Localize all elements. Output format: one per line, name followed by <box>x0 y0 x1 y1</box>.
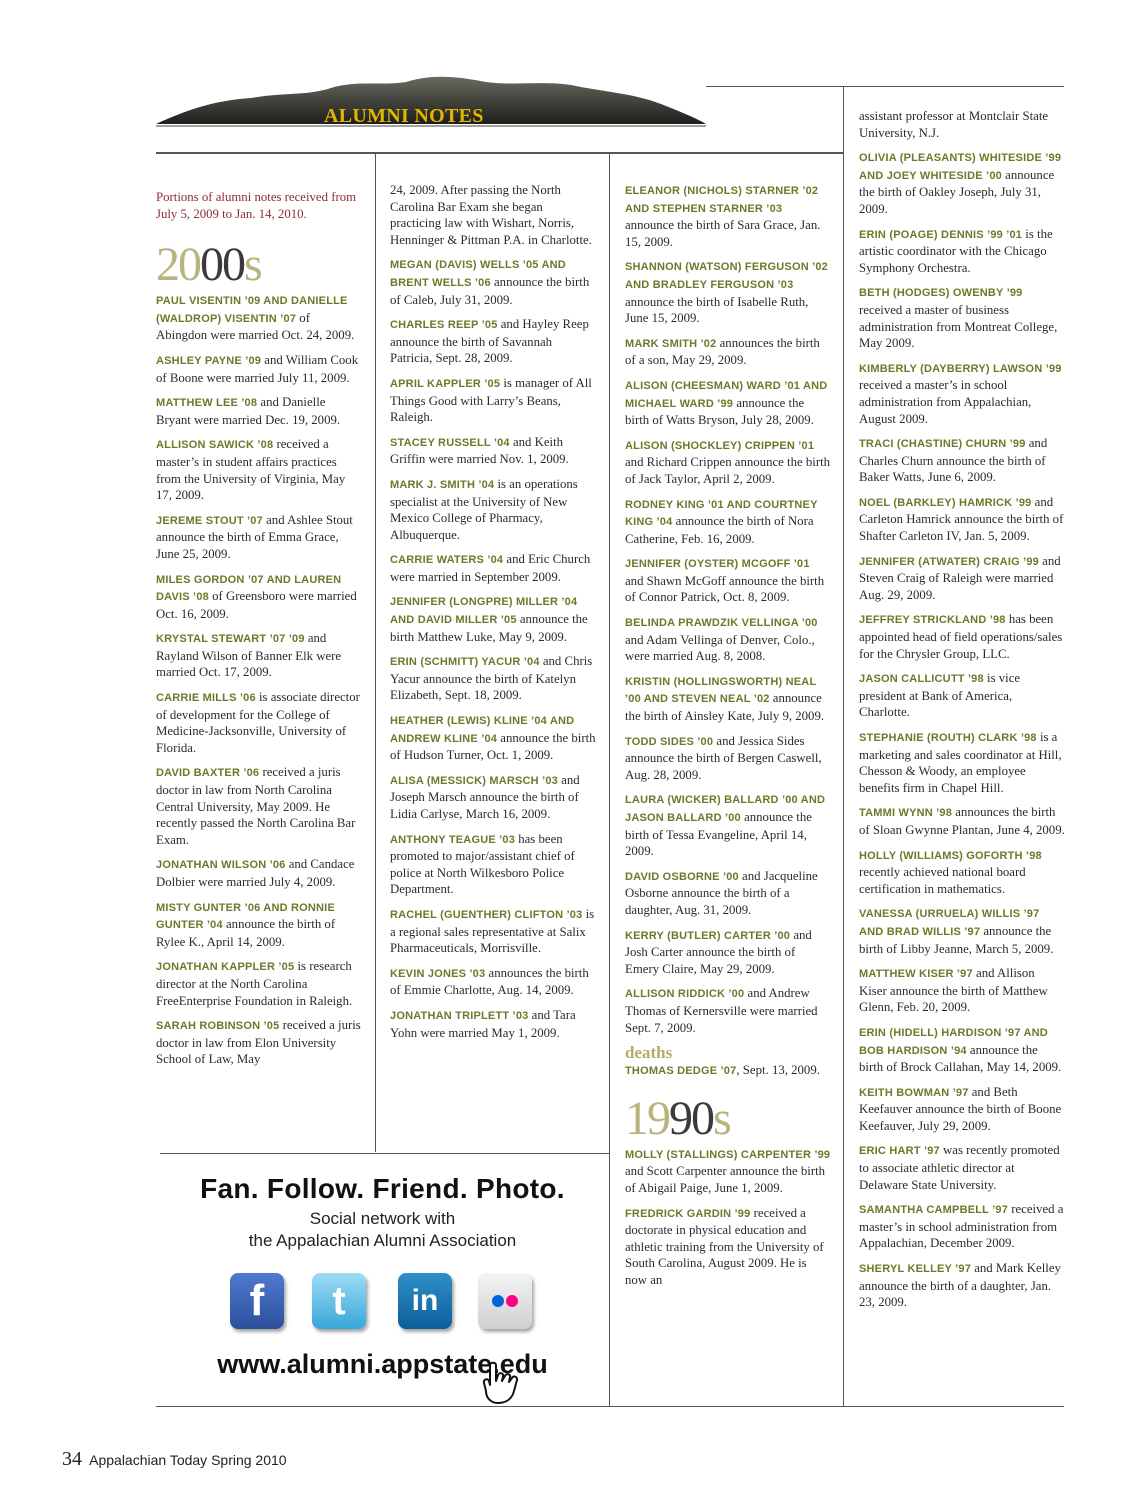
alumni-note <box>390 965 596 999</box>
alumni-note-text: and Ashlee Stout announce the birth of Emma Grace, June 25, 2009. <box>156 512 353 561</box>
alumni-note-text: received a juris doctor in law from Elon University School of Law, May <box>156 1018 361 1067</box>
alumni-note-text: of Greensboro were married Oct. 16, 2009. <box>156 589 357 621</box>
alumni-note-text: and Candace Dolbier were married July 4, 2009. <box>156 857 355 889</box>
alumni-name: FREDRICK GARDIN ’99 <box>625 1207 751 1220</box>
alumni-note-text: is a marketing and sales coordinator at Hill, Chesson & Woody, an employee benefits firm in Chapel Hill. <box>859 730 1062 795</box>
alumni-note-text: is a regional sales representative at Salix Pharmaceuticals, Morrisville. <box>390 906 595 956</box>
alumni-name: CARRIE WATERS ’04 <box>390 554 504 567</box>
promo-subline-1: Social network with <box>309 1209 456 1228</box>
alumni-name: JONATHAN TRIPLETT ’03 <box>390 1009 529 1022</box>
alumni-name: OLIVIA (PLEASANTS) WHITESIDE ’99 AND JOEY WHITESIDE ’00 <box>859 152 1062 182</box>
alumni-note <box>625 1146 831 1197</box>
alumni-note-text: and Hayley Reep announce the birth of Savannah Patricia, Sept. 28, 2009. <box>390 317 589 366</box>
alumni-note <box>625 258 831 326</box>
alumni-name: DAVID BAXTER ’06 <box>156 767 260 780</box>
alumni-name: JENNIFER (LONGPRE) MILLER ’04 AND DAVID MILLER ’05 <box>390 596 578 627</box>
alumni-note-text: announce the birth of Nora Catherine, Feb. 16, 2009. <box>625 514 814 546</box>
alumni-note-text: is research director at the North Carolina FreeEnterprise Foundation in Raleigh. <box>156 959 353 1008</box>
alumni-note-text: and Steven Craig of Raleigh were married Aug. 29, 2009. <box>859 553 1061 602</box>
alumni-name: MILES GORDON ’07 AND LAUREN DAVIS ’08 <box>156 573 342 604</box>
alumni-note <box>625 1205 831 1289</box>
alumni-note-text: announces the birth of Sloan Gwynne Plantan, June 4, 2009. <box>859 805 1065 837</box>
alumni-note <box>625 437 831 488</box>
alumni-name: JONATHAN WILSON ’06 <box>156 859 286 872</box>
alumni-note-text: and William Cook of Boone were married July 11, 2009. <box>156 352 359 385</box>
alumni-name: CARRIE MILLS ’06 <box>156 692 256 705</box>
header-rule <box>156 152 844 154</box>
pointer-hand-icon <box>480 1361 544 1405</box>
alumni-note-text: recently achieved national board certification in mathematics. <box>859 865 1026 896</box>
intro-text: Portions of alumni notes received from July 5, 2009 to Jan. 14, 2010. <box>156 190 357 221</box>
alumni-name: KRYSTAL STEWART ’07 ’09 <box>156 633 305 646</box>
alumni-note-text: and Joseph Marsch announce the birth of Lidia Carlyse, March 16, 2009. <box>390 772 580 821</box>
alumni-note <box>859 1201 1065 1252</box>
alumni-name: ERIC HART ’97 <box>859 1145 940 1158</box>
alumni-name: JONATHAN KAPPLER ’05 <box>156 961 295 974</box>
alumni-note <box>390 316 596 367</box>
alumni-note <box>625 791 831 859</box>
alumni-note <box>859 611 1065 662</box>
alumni-note-text: and Jessica Sides announce the birth of Bergen Caswell, Aug. 28, 2009. <box>625 733 822 782</box>
alumni-note <box>156 1017 362 1068</box>
alumni-note-text: and Danielle Bryant were married Dec. 19, 2009. <box>156 395 341 427</box>
alumni-note <box>625 1062 831 1080</box>
promo-headline: Fan. Follow. Friend. Photo. <box>200 1173 565 1204</box>
page-title: ALUMNI NOTES <box>324 105 484 127</box>
alumni-note <box>390 551 596 585</box>
alumni-note-text: received a master of business administration from Montreat College, May 2009. <box>859 302 1058 351</box>
alumni-note-text: announce the birth of Oakley Joseph, July 31, 2009. <box>859 167 1055 216</box>
alumni-note-text: announce the birth of Caleb, July 31, 2009. <box>390 274 590 307</box>
promo-subline-2: the Appalachian Alumni Association <box>248 1231 517 1250</box>
alumni-note-text: received a juris doctor in law from North Carolina Central University, May 2009. He recently passed the North Carolina Bar Exam. <box>156 765 356 847</box>
alumni-note <box>390 375 596 426</box>
alumni-note <box>625 555 831 606</box>
alumni-note-text: received a master’s in school administration from Appalachian, December 2009. <box>859 1202 1064 1251</box>
note-continued: assistant professor at Montclair State University, N.J. <box>859 109 1049 140</box>
alumni-note <box>390 906 596 957</box>
alumni-name: ALISON (CHEESMAN) WARD ’01 AND MICHAEL WARD ’99 <box>625 379 828 410</box>
alumni-name: ELEANOR (NICHOLS) STARNER ’02 AND STEPHEN STARNER ’03 <box>625 185 819 215</box>
alumni-note-text: and Beth Keefauver announce the birth of Boone Keefauver, July 29, 2009. <box>859 1084 1062 1133</box>
alumni-name: TRACI (CHASTINE) CHURN ’99 <box>859 438 1026 451</box>
alumni-note-text: announce the birth of Brock Callahan, May 14, 2009. <box>859 1042 1062 1075</box>
alumni-note <box>156 571 362 623</box>
alumni-note <box>390 434 596 468</box>
alumni-name: JEREME STOUT ’07 <box>156 514 263 527</box>
page-footer <box>62 1448 287 1471</box>
alumni-note <box>625 614 831 665</box>
alumni-note <box>156 394 362 428</box>
social-promo <box>160 1165 605 1405</box>
alumni-name: MEGAN (DAVIS) WELLS ’05 AND BRENT WELLS ’06 <box>390 259 566 289</box>
deaths-heading: deaths <box>625 1043 673 1063</box>
alumni-note-text: and Charles Churn announce the birth of Baker Watts, June 6, 2009. <box>859 436 1048 485</box>
alumni-note <box>859 804 1065 838</box>
column-4 <box>859 108 1065 1319</box>
alumni-note-text: has been promoted to major/assistant chief of police at North Wilkesboro Police Department. <box>390 831 575 897</box>
alumni-name: MISTY GUNTER ’06 AND RONNIE GUNTER ’04 <box>156 901 335 932</box>
alumni-name: JENNIFER (ATWATER) CRAIG ’99 <box>859 555 1039 568</box>
alumni-note-text: and Jacqueline Osborne announce the birth of a daughter, Aug. 31, 2009. <box>625 868 818 917</box>
alumni-name: TODD SIDES ’00 <box>625 735 714 748</box>
promo-top-rule <box>160 1153 609 1154</box>
alumni-note <box>156 512 362 563</box>
decade-heading-1990s: 1990s <box>625 1091 730 1145</box>
page-number: 34 <box>62 1448 82 1470</box>
alumni-note <box>156 352 362 386</box>
alumni-name: APRIL KAPPLER ’05 <box>390 377 501 390</box>
alumni-note <box>625 182 831 250</box>
alumni-note <box>859 729 1065 796</box>
alumni-name: PAUL VISENTIN ’09 AND DANIELLE (WALDROP) VISENTIN ’07 <box>156 295 348 325</box>
alumni-note-text: received a master’s in student affairs practices from the University of Virginia, May 17, 2009. <box>156 437 346 503</box>
header-banner <box>156 70 706 132</box>
alumni-note <box>859 905 1065 957</box>
alumni-name: SARAH ROBINSON ’05 <box>156 1020 280 1033</box>
alumni-name: STEPHANIE (ROUTH) CLARK ’98 <box>859 732 1037 744</box>
alumni-name: JASON CALLICUTT ’98 <box>859 673 984 686</box>
alumni-note-text: announces the birth of a son, May 29, 2009. <box>625 335 820 368</box>
alumni-note <box>390 772 596 823</box>
top-rule-right <box>706 86 1064 87</box>
alumni-note <box>390 712 596 764</box>
alumni-note <box>859 1260 1065 1311</box>
alumni-note <box>390 476 596 543</box>
alumni-note-text: announce the birth of Tessa Evangeline, April 14, 2009. <box>625 810 812 859</box>
alumni-note <box>859 553 1065 604</box>
alumni-note-text: and Josh Carter announce the birth of Emery Claire, May 29, 2009. <box>625 927 812 976</box>
alumni-note <box>625 335 831 369</box>
promo-url-link[interactable]: www.alumni.appstate.edu <box>217 1349 548 1379</box>
alumni-note-text: and Scott Carpenter announce the birth of Abigail Paige, June 1, 2009. <box>625 1164 826 1195</box>
alumni-note <box>625 496 831 548</box>
alumni-note-text: and Allison Kiser announce the birth of Matthew Glenn, Feb. 20, 2009. <box>859 966 1048 1015</box>
alumni-note-text: and Carleton Hamrick announce the birth of Shafter Carleton IV, Jan. 5, 2009. <box>859 494 1064 544</box>
alumni-name: RODNEY KING ’01 AND COURTNEY KING ’04 <box>625 498 818 529</box>
alumni-note-text: received a doctorate in physical education and athletic training from the University of South Carolina, August 2009. He is now an <box>625 1205 824 1287</box>
alumni-note-text: and Shawn McGoff announce the birth of Connor Patrick, Oct. 8, 2009. <box>625 573 825 605</box>
alumni-note <box>390 831 596 898</box>
alumni-note <box>390 653 596 704</box>
alumni-note-text: is an operations specialist at the University of New Mexico College of Pharmacy, Albuquerque. <box>390 476 578 542</box>
alumni-note-text: announce the birth of Sara Grace, Jan. 15, 2009. <box>625 218 821 249</box>
alumni-note-text: announce the birth of Rylee K., April 14, 2009. <box>156 917 336 949</box>
alumni-note-text: is vice president at Bank of America, Charlotte. <box>859 671 1021 720</box>
alumni-name: SHANNON (WATSON) FERGUSON ’02 AND BRADLEY FERGUSON ’03 <box>625 261 828 291</box>
alumni-note-text: announce the birth of Hudson Turner, Oct. 1, 2009. <box>390 730 596 763</box>
alumni-note <box>859 284 1065 351</box>
alumni-note <box>390 593 596 645</box>
alumni-name: KEITH BOWMAN ’97 <box>859 1086 969 1099</box>
alumni-name: JEFFREY STRICKLAND ’98 <box>859 614 1006 627</box>
alumni-note-text: received a master’s in school administration from Appalachian, August 2009. <box>859 378 1032 426</box>
alumni-name: ALISA (MESSICK) MARSCH ’03 <box>390 774 558 787</box>
twitter-icon[interactable]: t <box>312 1273 366 1329</box>
alumni-note-text: and Mark Kelley announce the birth of a daughter, Jan. 23, 2009. <box>859 1261 1061 1310</box>
alumni-note <box>156 958 362 1009</box>
alumni-note <box>859 670 1065 721</box>
alumni-name: KEVIN JONES ’03 <box>390 967 486 980</box>
alumni-name: MATTHEW KISER ’97 <box>859 968 973 981</box>
alumni-note-text: and Tara Yohn were married May 1, 2009. <box>390 1007 576 1040</box>
alumni-note <box>625 927 831 978</box>
alumni-note <box>390 256 596 308</box>
alumni-note-text: announce the birth of Libby Jeanne, March 5, 2009. <box>859 923 1054 956</box>
alumni-name: ALLISON RIDDICK ’00 <box>625 988 745 1001</box>
note-continued: 24, 2009. After passing the North Carolina Bar Exam she began practicing law with Wishart, Norris, Henninger & Pittman P.A. in Charlotte. <box>390 183 592 247</box>
alumni-note-text: was recently promoted to associate athletic director at Delaware State University. <box>859 1143 1060 1192</box>
publication-name: Appalachian Today Spring 2010 <box>89 1452 287 1468</box>
alumni-name: TAMMI WYNN ’98 <box>859 807 953 820</box>
alumni-note-text: announce the birth of Isabelle Ruth, June 15, 2009. <box>625 294 809 326</box>
alumni-note-text: and Richard Crippen announce the birth of Jack Taylor, April 2, 2009. <box>625 455 831 486</box>
alumni-name: HEATHER (LEWIS) KLINE ’04 AND ANDREW KLINE ’04 <box>390 715 575 745</box>
alumni-note-text: of Abingdon were married Oct. 24, 2009. <box>156 310 355 343</box>
alumni-note <box>156 764 362 848</box>
alumni-note-text: , Sept. 13, 2009. <box>736 1063 820 1078</box>
alumni-note <box>625 733 831 784</box>
alumni-note <box>859 847 1065 898</box>
alumni-name: LAURA (WICKER) BALLARD ’00 AND JASON BALLARD ’00 <box>625 794 826 824</box>
alumni-note-text: announce the birth of Watts Bryson, July 28, 2009. <box>625 395 814 428</box>
column-divider-1 <box>375 154 376 1152</box>
alumni-note-text: and Keith Griffin were married Nov. 1, 2009. <box>390 434 569 467</box>
alumni-name: MARK J. SMITH ’04 <box>390 478 495 491</box>
column-2 <box>390 182 596 1049</box>
alumni-note <box>625 673 831 725</box>
alumni-note <box>859 435 1065 486</box>
facebook-icon[interactable]: f <box>230 1273 284 1329</box>
alumni-name: BETH (HODGES) OWENBY ’99 <box>859 287 1023 300</box>
alumni-name: JENNIFER (OYSTER) MCGOFF ’01 <box>625 558 810 571</box>
alumni-note-text: and Eric Church were married in September 2009. <box>390 552 591 584</box>
alumni-name: KIMBERLY (DAYBERRY) LAWSON ’99 <box>859 362 1062 375</box>
alumni-name: STACEY RUSSELL ’04 <box>390 436 510 449</box>
alumni-note <box>625 377 831 429</box>
alumni-note-text: is manager of All Things Good with Larry’s Beans, Raleigh. <box>390 375 592 425</box>
alumni-note <box>156 292 362 344</box>
alumni-name: THOMAS DEDGE ’07 <box>625 1065 737 1078</box>
column-divider-3 <box>843 86 844 1406</box>
alumni-note-text: announce the birth of Ainsley Kate, July 9, 2009. <box>625 691 825 724</box>
alumni-note <box>859 965 1065 1016</box>
alumni-note <box>625 985 831 1036</box>
alumni-note-text: has been appointed head of field operations/sales for the Chrysler Group, LLC. <box>859 612 1063 661</box>
alumni-note <box>156 856 362 890</box>
alumni-name: CHARLES REEP ’05 <box>390 319 498 332</box>
alumni-note <box>156 436 362 503</box>
alumni-note-text: is associate director of development for the College of Medicine-Jacksonville, University of Florida. <box>156 690 360 755</box>
column-1 <box>156 189 362 1076</box>
alumni-name: RACHEL (GUENTHER) CLIFTON ’03 <box>390 908 583 921</box>
column-3 <box>625 182 831 1296</box>
alumni-name: KRISTIN (HOLLINGSWORTH) NEAL ’00 AND STEVEN NEAL ’02 <box>625 675 817 706</box>
alumni-name: ANTHONY TEAGUE ’03 <box>390 833 516 846</box>
alumni-note <box>156 899 362 951</box>
alumni-note <box>156 630 362 681</box>
alumni-name: HOLLY (WILLIAMS) GOFORTH ’98 <box>859 849 1042 862</box>
alumni-name: ERIN (HIDELL) HARDISON ’97 AND BOB HARDISON ’94 <box>859 1026 1048 1057</box>
alumni-note-text: is the artistic coordinator with the Chicago Symphony Orchestra. <box>859 226 1053 275</box>
alumni-name: ERIN (POAGE) DENNIS ’99 ’01 <box>859 228 1023 241</box>
alumni-note <box>859 1024 1065 1076</box>
alumni-note <box>390 1007 596 1041</box>
alumni-note-text: announces the birth of Emmie Charlotte, Aug. 14, 2009. <box>390 965 589 998</box>
linkedin-icon[interactable]: in <box>398 1273 452 1329</box>
alumni-name: SHERYL KELLEY ’97 <box>859 1263 972 1276</box>
alumni-note-text: and Adam Vellinga of Denver, Colo., were married Aug. 8, 2008. <box>625 632 815 664</box>
alumni-note-text: and Andrew Thomas of Kernersville were married Sept. 7, 2009. <box>625 986 818 1035</box>
alumni-name: ERIN (SCHMITT) YACUR ’04 <box>390 656 540 669</box>
alumni-note-text: and Chris Yacur announce the birth of Katelyn Elizabeth, Sept. 18, 2009. <box>390 654 593 703</box>
alumni-name: MARK SMITH ’02 <box>625 337 717 350</box>
alumni-note <box>859 1142 1065 1193</box>
alumni-note <box>859 226 1065 277</box>
column-divider-2 <box>609 154 610 1406</box>
alumni-name: VANESSA (URRUELA) WILLIS ’97 AND BRAD WILLIS ’97 <box>859 908 1040 938</box>
alumni-name: DAVID OSBORNE ’00 <box>625 870 739 883</box>
alumni-note-text: announce the birth Matthew Luke, May 9, 2009. <box>390 612 588 644</box>
flickr-icon[interactable] <box>478 1273 532 1329</box>
alumni-name: NOEL (BARKLEY) HAMRICK ’99 <box>859 496 1032 509</box>
bottom-rule <box>156 1406 1064 1407</box>
alumni-note-text: and Rayland Wilson of Banner Elk were married Oct. 17, 2009. <box>156 631 342 680</box>
alumni-note <box>859 149 1065 217</box>
alumni-name: ALLISON SAWICK ’08 <box>156 439 274 452</box>
alumni-name: SAMANTHA CAMPBELL ’97 <box>859 1204 1009 1217</box>
alumni-name: KERRY (BUTLER) CARTER ’00 <box>625 929 791 942</box>
decade-heading-2000s: 2000s <box>156 238 261 292</box>
alumni-note <box>859 494 1065 545</box>
alumni-note <box>859 360 1065 427</box>
alumni-name: BELINDA PRAWDZIK VELLINGA ’00 <box>625 617 818 630</box>
alumni-name: MATTHEW LEE ’08 <box>156 397 258 410</box>
alumni-note <box>625 868 831 919</box>
alumni-name: MOLLY (STALLINGS) CARPENTER ’99 <box>625 1148 831 1161</box>
alumni-name: ALISON (SHOCKLEY) CRIPPEN ’01 <box>625 439 815 452</box>
alumni-note <box>859 1084 1065 1135</box>
alumni-name: ASHLEY PAYNE ’09 <box>156 354 262 367</box>
alumni-note <box>156 689 362 756</box>
